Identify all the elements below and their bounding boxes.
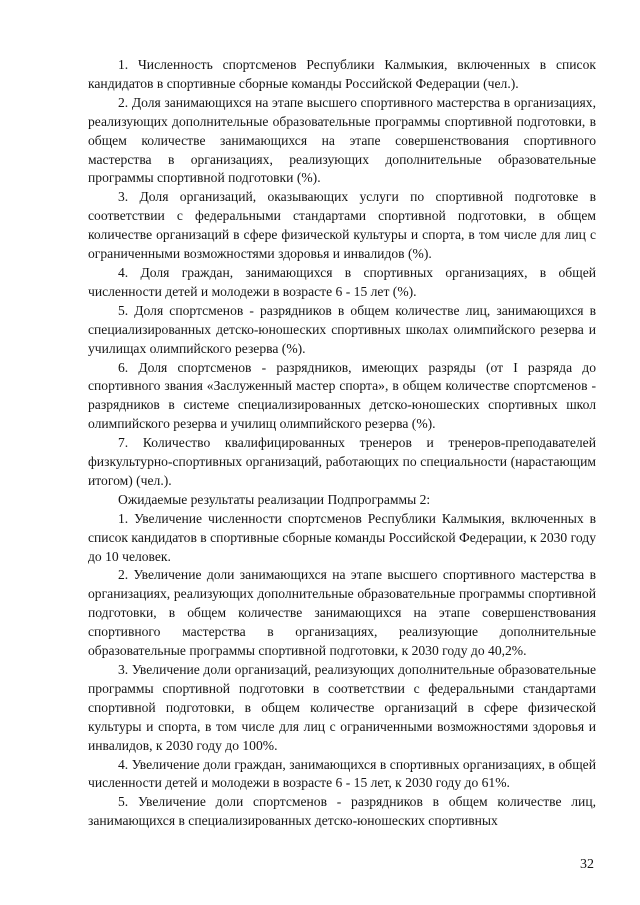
paragraph-indicator-3: 3. Доля организаций, оказывающих услуги по спортивной подготовке в соответствии с федеральными стандартами спортивной подготовки, в общем количестве организаций в сфере физической культуры и спорта, в том числе для лиц с ограниченными возможностями здоровья и инвалидов (%). bbox=[88, 189, 596, 262]
paragraph-result-1: 1. Увеличение численности спортсменов Республики Калмыкия, включенных в список кандидатов в спортивные сборные команды Российской Федерации, к 2030 году до 10 человек. bbox=[88, 510, 596, 564]
paragraph-indicator-5: 5. Доля спортсменов - разрядников в общем количестве лиц, занимающихся в специализированных детско-юношеских спортивных школах олимпийского резерва и училищах олимпийского резерва (%). bbox=[88, 302, 596, 356]
document-page bbox=[88, 56, 596, 831]
paragraph-indicator-7: 7. Количество квалифицированных тренеров и тренеров-преподавателей физкультурно-спортивных организаций, работающих по специальности (нарастающим итогом) (чел.). bbox=[88, 435, 596, 488]
page-number: 32 bbox=[580, 857, 594, 872]
expected-results-heading: Ожидаемые результаты реализации Подпрограммы 2: bbox=[118, 491, 431, 507]
paragraph-indicator-4: 4. Доля граждан, занимающихся в спортивных организациях, в общей численности детей и молодежи в возрасте 6 - 15 лет (%). bbox=[88, 264, 596, 299]
paragraph-indicator-2: 2. Доля занимающихся на этапе высшего спортивного мастерства в организациях, реализующих дополнительные образовательные программы спортивной подготовки, в общем количестве занимающихся на этапе совершенствования спортивного мастерства в организациях, реализующих дополнительные образовательные программы спортивной подготовки (%). bbox=[88, 94, 596, 186]
paragraph-indicator-1: 1. Численность спортсменов Республики Калмыкия, включенных в список кандидатов в спортивные сборные команды Российской Федерации (чел.). bbox=[88, 57, 596, 91]
paragraph-indicator-6: 6. Доля спортсменов - разрядников, имеющих разряды (от I разряда до спортивного звания «Заслуженный мастер спорта», в общем количестве спортсменов - разрядников в системе специализированных детско-юношеских спортивных школ олимпийского резерва и училищ олимпийского резерва (%). bbox=[88, 359, 596, 432]
paragraph-result-2: 2. Увеличение доли занимающихся на этапе высшего спортивного мастерства в организациях, реализующих дополнительные образовательные программы спортивной подготовки, в общем количестве занимающихся на этапе совершенствования спортивного мастерства в организациях, реализующие дополнительные образовательные программы спортивной подготовки, к 2030 году до 40,2%. bbox=[88, 567, 596, 659]
paragraph-result-5: 5. Увеличение доли спортсменов - разрядников в общем количестве лиц, занимающихся в специализированных детско-юношеских спортивных bbox=[88, 794, 596, 829]
paragraph-result-3: 3. Увеличение доли организаций, реализующих дополнительные образовательные программы спортивной подготовки в соответствии с федеральными стандартами спортивной подготовки, в общем количестве организаций в сфере физической культуры и спорта, в том числе для лиц с ограниченными возможностями здоровья и инвалидов, к 2030 году до 100%. bbox=[88, 662, 596, 753]
paragraph-result-4: 4. Увеличение доли граждан, занимающихся в спортивных организациях, в общей численности детей и молодежи в возрасте 6 - 15 лет, к 2030 году до 61%. bbox=[88, 756, 596, 791]
